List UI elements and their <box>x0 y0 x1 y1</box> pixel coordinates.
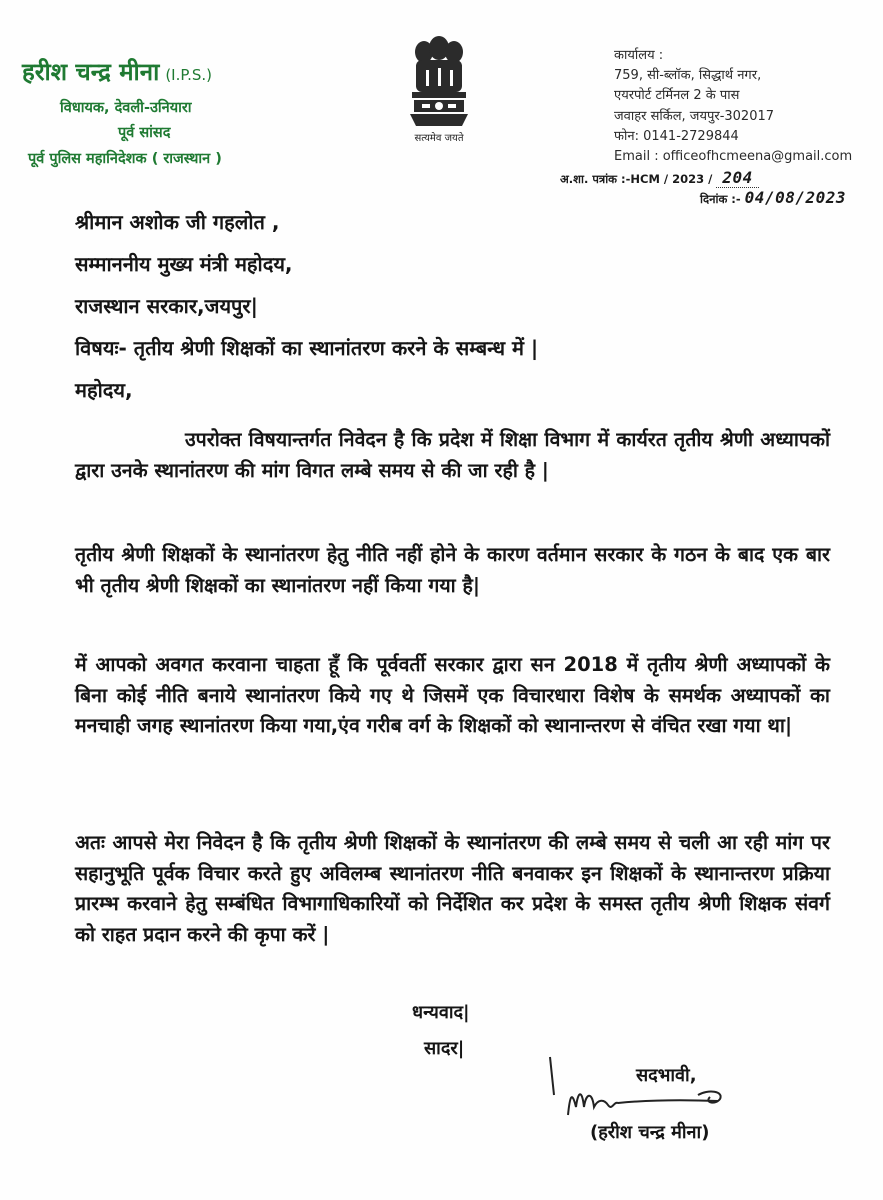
letter-subject: विषयः- तृतीय श्रेणी शिक्षकों का स्थानांतरण करने के सम्बन्ध में | <box>75 336 539 360</box>
regards-line: सादर| <box>424 1038 465 1059</box>
office-phone: फोन: 0141-2729844 <box>614 129 739 144</box>
sender-name: हरीश चन्द्र मीना <box>22 58 160 86</box>
national-emblem <box>404 30 474 148</box>
recipient-office: राजस्थान सरकार,जयपुर| <box>75 294 258 318</box>
office-address-line-1: 759, सी-ब्लॉक, सिद्धार्थ नगर, <box>614 68 762 83</box>
office-email: Email : officeofhcmeena@gmail.com <box>614 149 853 164</box>
emblem-motto: सत्यमेव जयते <box>414 133 464 144</box>
reference-number <box>560 168 759 187</box>
office-label: कार्यालय : <box>614 48 664 63</box>
sender-service: (I.P.S.) <box>165 66 212 84</box>
office-address-line-3: जवाहर सर्किल, जयपुर-302017 <box>614 109 775 124</box>
salutation: महोदय, <box>75 378 133 402</box>
office-address-line-2: एयरपोर्ट टर्मिनल 2 के पास <box>614 88 740 103</box>
recipient-designation: सम्माननीय मुख्य मंत्री महोदय, <box>75 252 293 276</box>
body-paragraph-2: तृतीय श्रेणी शिक्षकों के स्थानांतरण हेतु नीति नहीं होने के कारण वर्तमान सरकार के गठन के बाद एक बार भी तृतीय श्रेणी शिक्षकों का स्थानांतरण नहीं किया गया है| <box>75 543 830 597</box>
date-label: दिनांक :- <box>700 192 741 206</box>
letter-date <box>700 188 846 207</box>
designation-ex-dgp: पूर्व पुलिस महानिदेशक ( राजस्थान ) <box>28 151 222 167</box>
designation-mla: विधायक, देवली-उनियारा <box>60 100 192 116</box>
body-paragraph-1: उपरोक्त विषयान्तर्गत निवेदन है कि प्रदेश में शिक्षा विभाग में कार्यरत तृतीय श्रेणी अध्यापकों द्वारा उनके स्थानांतरण की मांग विगत लम्बे समय से की जा रही है | <box>75 428 830 482</box>
body-paragraph-4: अतः आपसे मेरा निवेदन है कि तृतीय श्रेणी शिक्षकों के स्थानांतरण की लम्बे समय से चली आ रही मांग पर सहानुभूति पूर्वक विचार करते हुए अविलम्ब स्थानांतरण नीति बनवाकर इन शिक्षकों के स्थानान्तरण प्रक्रिया प्रारम्भ करवाने हेतु सम्बंधित विभागाधिकारियों को निर्देशित कर प्रदेश के समस्त तृतीय श्रेणी शिक्षक संवर्ग को राहत प्रदान करने की कृपा करें | <box>75 831 830 946</box>
lion-capital-icon <box>404 30 474 130</box>
signatory-name: (हरीश चन्द्र मीना) <box>590 1122 710 1143</box>
letterhead-left <box>22 58 322 89</box>
handwritten-signature <box>548 1055 748 1125</box>
reference-label: अ.शा. पत्रांक :-HCM / 2023 / <box>560 172 713 186</box>
closing-line: सदभावी, <box>636 1065 697 1086</box>
designation-ex-mp: पूर्व सांसद <box>118 125 171 141</box>
sender-name-line <box>22 58 322 89</box>
body-paragraph-3: में आपको अवगत करवाना चाहता हूँ कि पूर्ववर्ती सरकार द्वारा सन 2018 में तृतीय श्रेणी अध्यापकों के बिना कोई नीति बनाये स्थानांतरण किये गए थे जिसमें एक विचारधारा विशेष के समर्थक अध्यापकों का मनचाही जगह स्थानांतरण किया गया,एंव गरीब वर्ग के शिक्षकों को स्थानान्तरण से वंचित रखा गया था| <box>75 653 830 737</box>
date-value: 04/08/2023 <box>744 188 846 207</box>
reference-value: 204 <box>716 168 758 188</box>
recipient-name: श्रीमान अशोक जी गहलोत , <box>75 210 280 234</box>
thanks-line: धन्यवाद| <box>412 1002 470 1023</box>
